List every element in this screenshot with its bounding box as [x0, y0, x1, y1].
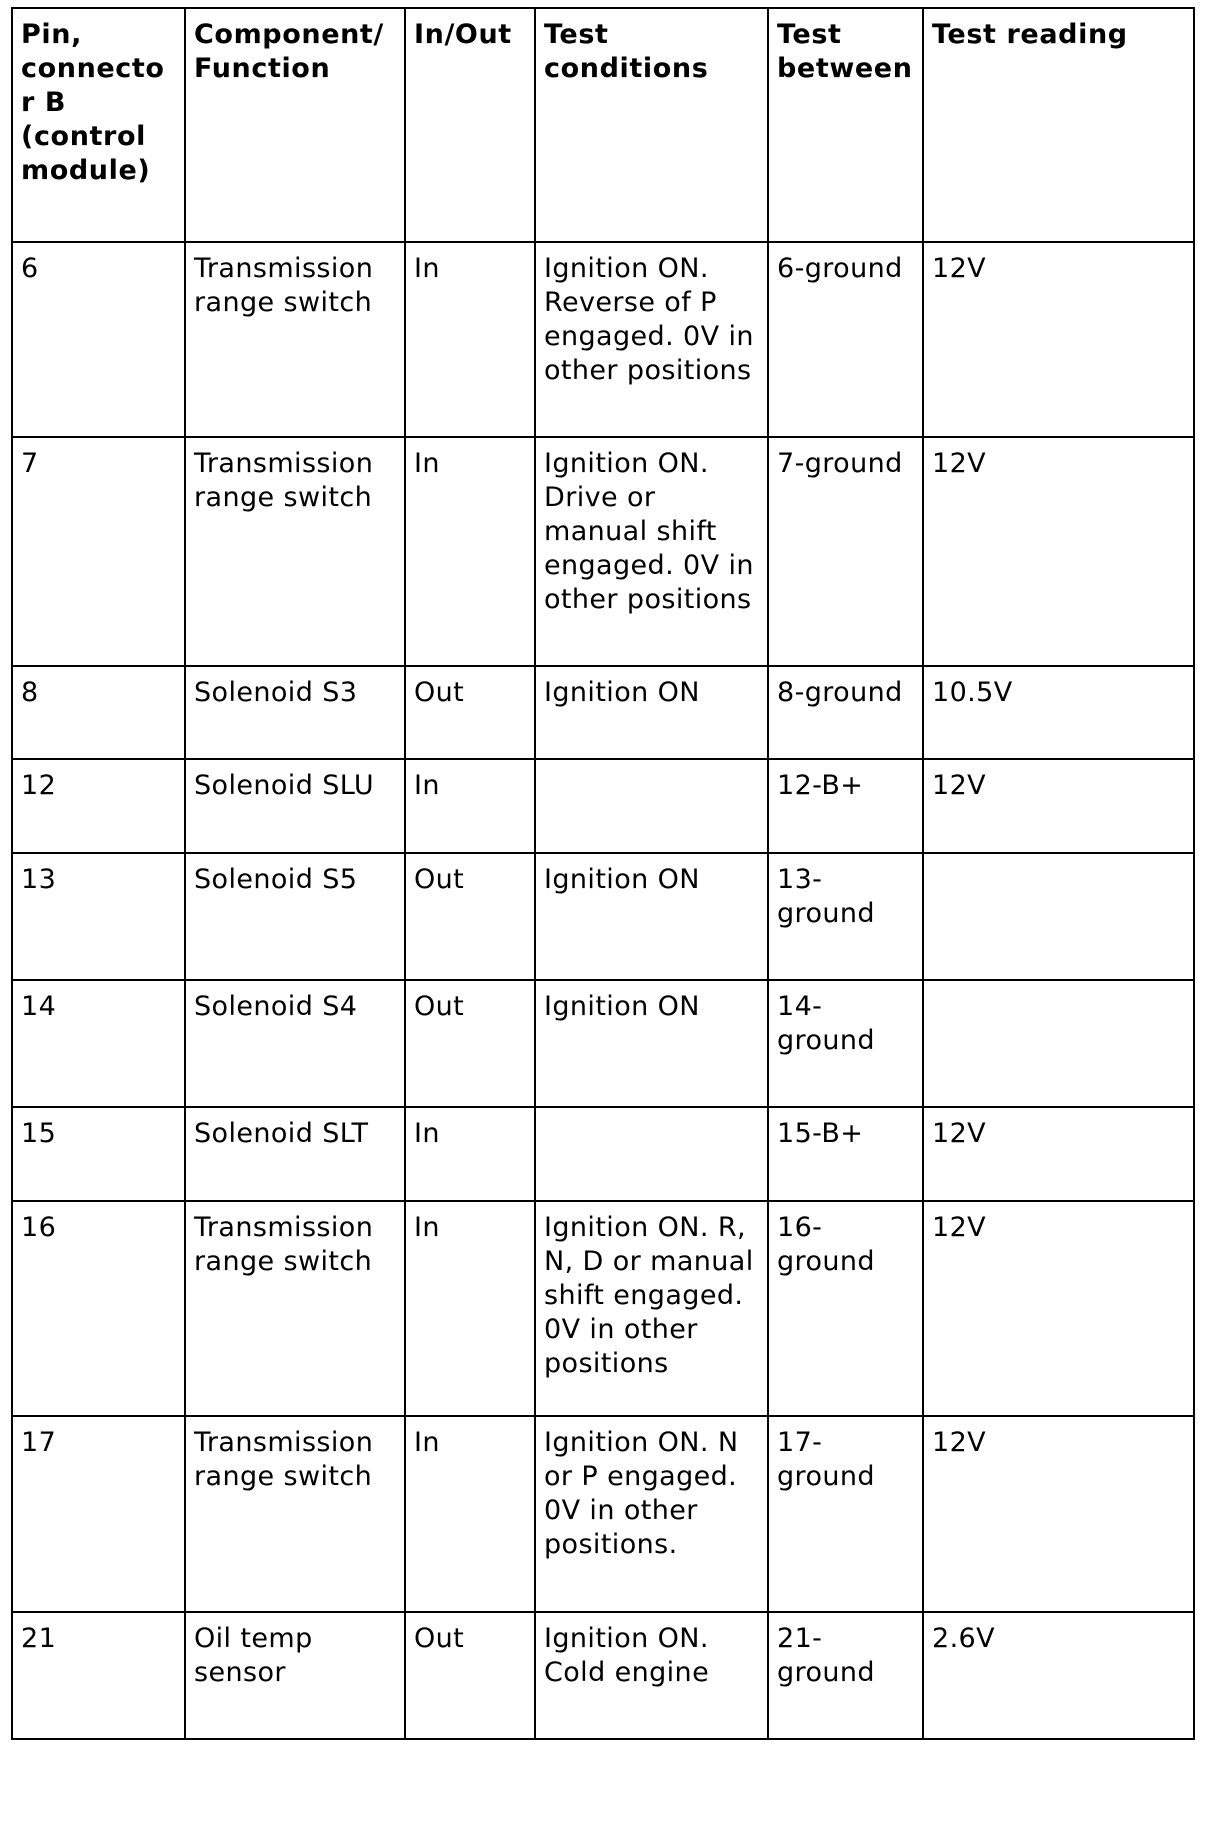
cell-test-reading: 10.5V	[923, 666, 1194, 759]
cell-in-out: In	[405, 1416, 535, 1612]
header-test-between: Test between	[768, 8, 923, 242]
cell-test-reading	[923, 980, 1194, 1107]
header-pin: Pin, connector B (control module)	[12, 8, 185, 242]
table-row	[12, 437, 1194, 666]
cell-component: Solenoid SLT	[185, 1107, 405, 1201]
cell-component: Solenoid S5	[185, 853, 405, 980]
cell-pin: 16	[12, 1201, 185, 1416]
cell-in-out: In	[405, 242, 535, 437]
pin-test-table	[11, 7, 1195, 1740]
table-row	[12, 1612, 1194, 1739]
cell-in-out: Out	[405, 853, 535, 980]
table-row	[12, 242, 1194, 437]
cell-test-conditions: Ignition ON	[535, 666, 768, 759]
cell-test-reading: 12V	[923, 437, 1194, 666]
cell-test-conditions: Ignition ON. R, N, D or manual shift engaged. 0V in other positions	[535, 1201, 768, 1416]
cell-test-between: 14-ground	[768, 980, 923, 1107]
cell-in-out: Out	[405, 980, 535, 1107]
cell-test-between: 13-ground	[768, 853, 923, 980]
cell-component: Transmission range switch	[185, 1201, 405, 1416]
cell-in-out: In	[405, 759, 535, 853]
cell-test-between: 15-B+	[768, 1107, 923, 1201]
table-row	[12, 980, 1194, 1107]
cell-test-conditions: Ignition ON	[535, 980, 768, 1107]
cell-component: Transmission range switch	[185, 242, 405, 437]
cell-test-conditions: Ignition ON. N or P engaged. 0V in other positions.	[535, 1416, 768, 1612]
cell-test-conditions: Ignition ON. Cold engine	[535, 1612, 768, 1739]
cell-pin: 8	[12, 666, 185, 759]
cell-test-reading: 12V	[923, 1201, 1194, 1416]
cell-in-out: In	[405, 437, 535, 666]
cell-component: Solenoid S3	[185, 666, 405, 759]
cell-pin: 15	[12, 1107, 185, 1201]
cell-test-between: 21-ground	[768, 1612, 923, 1739]
cell-test-reading: 12V	[923, 759, 1194, 853]
cell-test-between: 16-ground	[768, 1201, 923, 1416]
cell-test-conditions: Ignition ON	[535, 853, 768, 980]
header-row	[12, 8, 1194, 242]
header-component: Component/ Function	[185, 8, 405, 242]
cell-test-reading: 12V	[923, 242, 1194, 437]
table-row	[12, 666, 1194, 759]
cell-test-reading: 2.6V	[923, 1612, 1194, 1739]
cell-test-conditions: Ignition ON. Drive or manual shift engaged. 0V in other positions	[535, 437, 768, 666]
cell-in-out: Out	[405, 1612, 535, 1739]
cell-test-conditions: Ignition ON. Reverse of P engaged. 0V in other positions	[535, 242, 768, 437]
table-row	[12, 1201, 1194, 1416]
cell-component: Transmission range switch	[185, 1416, 405, 1612]
cell-test-between: 12-B+	[768, 759, 923, 853]
cell-test-between: 17-ground	[768, 1416, 923, 1612]
cell-component: Transmission range switch	[185, 437, 405, 666]
cell-test-conditions	[535, 759, 768, 853]
table-row	[12, 1107, 1194, 1201]
header-in-out: In/Out	[405, 8, 535, 242]
cell-test-reading: 12V	[923, 1416, 1194, 1612]
cell-in-out: In	[405, 1107, 535, 1201]
cell-pin: 21	[12, 1612, 185, 1739]
header-test-conditions: Test conditions	[535, 8, 768, 242]
cell-component: Oil temp sensor	[185, 1612, 405, 1739]
cell-pin: 6	[12, 242, 185, 437]
cell-in-out: In	[405, 1201, 535, 1416]
cell-test-between: 8-ground	[768, 666, 923, 759]
table-row	[12, 853, 1194, 980]
cell-pin: 7	[12, 437, 185, 666]
cell-test-conditions	[535, 1107, 768, 1201]
cell-pin: 14	[12, 980, 185, 1107]
cell-in-out: Out	[405, 666, 535, 759]
cell-test-reading: 12V	[923, 1107, 1194, 1201]
header-test-reading: Test reading	[923, 8, 1194, 242]
cell-pin: 13	[12, 853, 185, 980]
cell-test-between: 7-ground	[768, 437, 923, 666]
cell-component: Solenoid SLU	[185, 759, 405, 853]
table-row	[12, 759, 1194, 853]
cell-test-between: 6-ground	[768, 242, 923, 437]
cell-pin: 17	[12, 1416, 185, 1612]
cell-pin: 12	[12, 759, 185, 853]
cell-component: Solenoid S4	[185, 980, 405, 1107]
table-row	[12, 1416, 1194, 1612]
cell-test-reading	[923, 853, 1194, 980]
